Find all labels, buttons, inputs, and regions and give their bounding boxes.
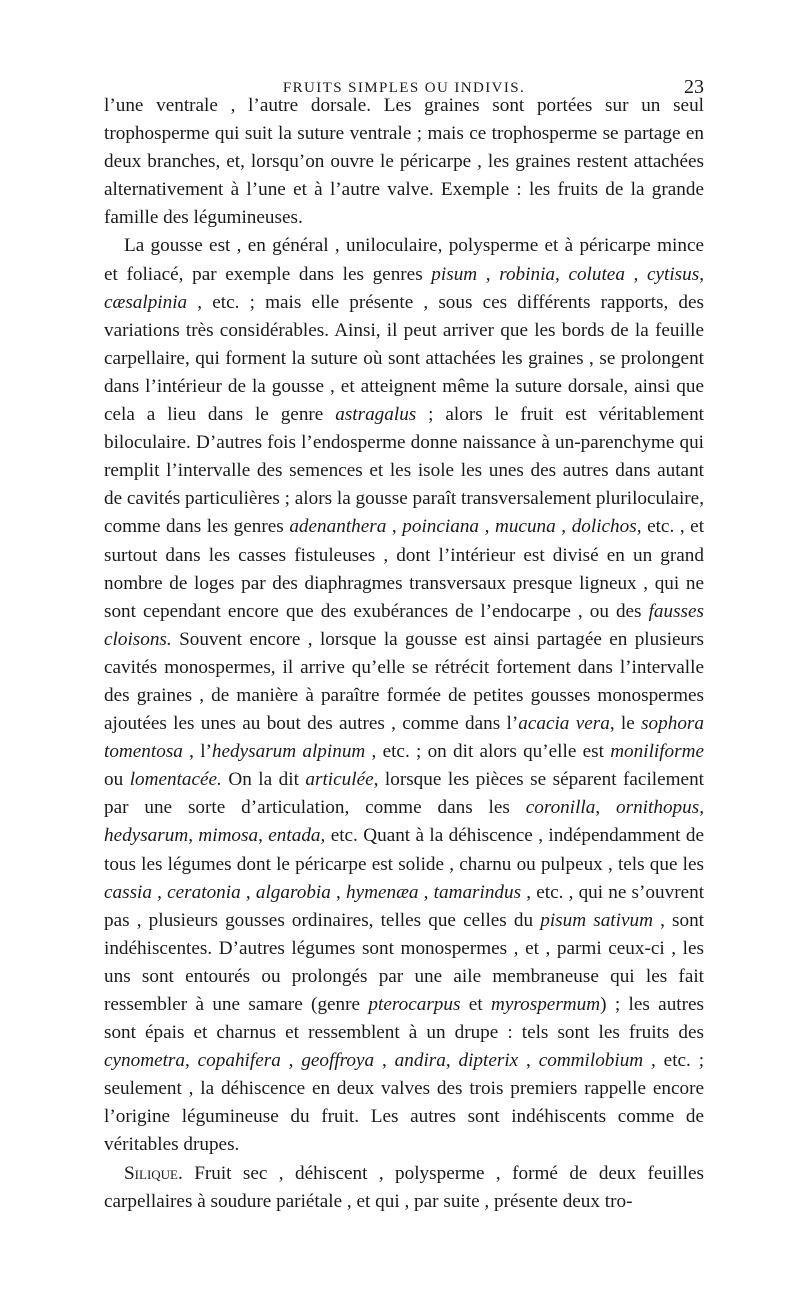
- italic-term: hedysarum: [104, 825, 189, 847]
- text-run: l’une ventrale , l’autre dorsale. Les graines sont portées sur un seul trophosperme qui suit la suture ventrale ; mais ce trophosperme se partage en deux branches, et, lorsqu’on ouvre le péricarpe , les graines restent attachées alternativement à l’une et à l’autre valve. Exemple : les fruits de la grande famille des légumineuses.: [104, 95, 704, 229]
- text-run: ,: [624, 263, 647, 285]
- paragraph-gousse: [104, 232, 704, 1159]
- italic-term: lomentacée.: [129, 769, 222, 791]
- text-run: ,: [699, 263, 705, 285]
- italic-term: fausses cloisons.: [104, 600, 704, 650]
- text-run: On la dit: [221, 769, 306, 791]
- text-run: ; alors le fruit est véritablement biloculaire. D’autres fois l’endosperme donne naissance à un-parenchyme qui remplit l’intervalle des semences et les isole les unes des autres dans autant de cavités particulières ; alors la gousse paraît transversalement pluriloculaire, comme dans les genres: [104, 404, 704, 538]
- italic-term: moniliforme: [610, 741, 704, 763]
- italic-term: adenanthera: [289, 516, 387, 538]
- text-run: ,: [477, 263, 500, 285]
- text-run: ,: [518, 1050, 539, 1072]
- text-run: , etc. , qui ne s’ouvrent pas , plusieurs gousses ordinaires, telles que celles du: [104, 881, 705, 931]
- text-run: Souvent encore , lorsque la gousse est ainsi partagée en plusieurs cavités monospermes, il arrive qu’elle se rétrécit fortement dans l’intervalle des graines , de manière à paraître formée de petites gousses monospermes ajoutées les unes au bout des autres , comme dans l’: [104, 628, 704, 735]
- text-run: ou: [104, 769, 130, 791]
- italic-term: hedysarum alpinum: [211, 741, 366, 763]
- text-run: ,: [258, 825, 269, 847]
- italic-term: geoffroya: [301, 1050, 375, 1072]
- italic-term: algarobia: [255, 881, 331, 903]
- running-head-title: FRUITS SIMPLES OU INDIVIS.: [282, 80, 526, 96]
- text-run: Fruit sec , déhiscent , polysperme , formé de deux feuilles carpellaires à soudure pariétale , et qui , par suite , présente deux tro-: [104, 1162, 704, 1212]
- italic-term: pisum: [431, 263, 478, 285]
- italic-term: tamarindus: [433, 881, 522, 903]
- text-run: , lorsque les pièces se séparent facilement par une sorte d’articulation, comme dans les: [104, 769, 704, 819]
- italic-term: myrospermum: [491, 994, 601, 1015]
- book-page: [104, 62, 704, 1216]
- italic-term: mucuna: [494, 516, 556, 538]
- text-run: ,: [240, 881, 256, 903]
- italic-term: cytisus: [646, 263, 700, 285]
- italic-term: hymenæa: [346, 881, 419, 903]
- text-run: La gousse est , en général , uniloculaire, polysperme et à péricarpe mince et foliacé, par exemple dans les genres: [104, 235, 704, 285]
- italic-term: poinciana: [402, 516, 480, 538]
- text-run: , sont indéhiscentes. D’autres légumes sont monospermes , et , parmi ceux-ci , les uns sont entourés ou prolongés par une aile membraneuse qui les fait ressembler à une samare (genre: [104, 909, 705, 1015]
- text-run: ,: [445, 1050, 459, 1072]
- running-head: [104, 62, 704, 98]
- italic-term: articulée: [305, 769, 374, 791]
- text-run: ,: [699, 797, 704, 819]
- text-run: ,: [374, 1050, 395, 1072]
- text-run: et: [460, 994, 492, 1015]
- text-run: , etc. Quant à la déhiscence , indépendamment de tous les légumes dont le péricarpe est solide , charnu ou pulpeux , tels que les: [104, 825, 705, 875]
- italic-term: ornithopus: [616, 797, 700, 819]
- italic-term: commilobium: [538, 1050, 644, 1072]
- text-run: ,: [595, 797, 617, 819]
- italic-term: cassia: [104, 881, 152, 903]
- text-run: , le: [609, 713, 642, 735]
- text-run: ,: [330, 881, 347, 903]
- italic-term: dipterix: [458, 1050, 519, 1072]
- text-run: ) ; les autres sont épais et charnus et ressemblent à un drupe : tels sont les fruits des: [104, 994, 704, 1044]
- page-number: 23: [684, 76, 704, 98]
- italic-term: astragalus: [335, 404, 417, 426]
- text-run: ,: [151, 881, 168, 903]
- italic-term: dolichos: [571, 516, 637, 538]
- italic-term: mimosa: [198, 825, 259, 847]
- text-run: ,: [188, 825, 199, 847]
- italic-term: colutea: [568, 263, 625, 285]
- italic-term: andira: [394, 1050, 446, 1072]
- italic-term: coronilla: [525, 797, 596, 819]
- italic-term: ceratonia: [167, 881, 241, 903]
- italic-term: robinia: [499, 263, 555, 285]
- text-run: , etc. ; mais elle présente , sous ces différents rapports, des variations très considérables. Ainsi, il peut arriver que les bords de la feuille carpellaire, qui forment la suture où sont attachées les graines , se prolongent dans l’intérieur de la gousse , et atteignent même la suture dorsale, ainsi que cela a lieu dans le genre: [104, 291, 704, 426]
- italic-term: copahifera: [197, 1050, 281, 1072]
- italic-term: entada: [268, 825, 321, 847]
- italic-term: sophora tomentosa: [104, 713, 704, 763]
- text-run: ,: [479, 516, 495, 538]
- text-run: , etc. ; on dit alors qu’elle est: [365, 741, 611, 763]
- text-run: ,: [280, 1050, 302, 1072]
- text-run: ,: [555, 263, 569, 285]
- text-run: ,: [555, 516, 572, 538]
- italic-term: pterocarpus: [368, 994, 461, 1015]
- body-text: [104, 92, 704, 1216]
- italic-term: acacia vera: [518, 713, 610, 735]
- text-run: ,: [386, 516, 403, 538]
- text-run: , etc. , et surtout dans les casses fistuleuses , dont l’intérieur est divisé en un grand nombre de loges par des diaphragmes transversaux presque ligneux , qui ne sont cependant encore que des exubérances de l’endocarpe , ou des: [104, 516, 705, 622]
- text-run: , etc. ; seulement , la déhiscence en deux valves des trois premiers rappelle encore l’origine légumineuse du fruit. Les autres sont indéhiscents comme de véritables drupes.: [104, 1050, 705, 1156]
- text-run: , l’: [182, 741, 212, 763]
- italic-term: cynometra: [104, 1050, 185, 1072]
- italic-term: pisum sativum: [540, 909, 653, 931]
- paragraph-silique: [104, 1160, 704, 1216]
- section-term: Silique.: [124, 1162, 183, 1184]
- paragraph-intro: [104, 92, 704, 232]
- text-run: ,: [418, 881, 434, 903]
- italic-term: cæsalpinia: [104, 291, 188, 313]
- text-run: ,: [185, 1050, 198, 1072]
